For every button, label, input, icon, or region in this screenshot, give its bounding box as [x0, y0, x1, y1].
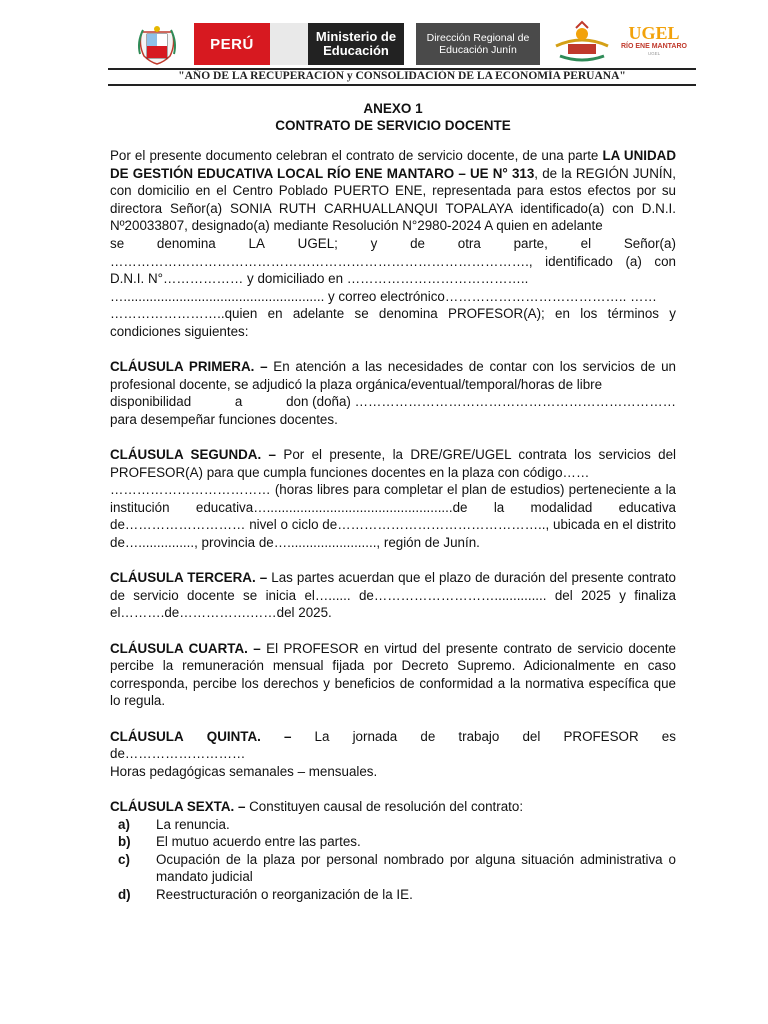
ugel-entity-name: LA UNIDAD DE GESTIÓN EDUCATIVA LOCAL RÍO ENE MANTARO – UE N° 313: [110, 148, 676, 181]
year-motto: "AÑO DE LA RECUPERACIÓN y CONSOLIDACIÓN DE LA ECONOMÍA PERUANA": [178, 70, 626, 82]
intro-paragraph: Por el presente documento celebran el contrato de servicio docente, de una parte LA UNIDAD DE GESTIÓN EDUCATIVA LOCAL RÍO ENE MANTARO – UE N° 313, de la REGIÓN JUNÍN, con domicilio en el Centro Poblado PUERTO ENE, representada para estos efectos por su directora Señor(a) SONIA RUTH CARHUALLANQUI TOPALAYA identificado(a) con D.N.I. Nº20033807, designado(a) mediante Resolución N°2980-2024 A quien en adelante: [110, 148, 676, 234]
list-item: c) Ocupación de la plaza por personal nombrado por alguna situación administrativa o mandato judicial: [118, 851, 676, 885]
clause-fifth-heading: CLÁUSULA: [110, 728, 184, 744]
peru-label: PERÚ: [194, 23, 270, 65]
intro-email: …...................................................... y correo electrónico………………………………….. ……: [110, 288, 657, 304]
ugel-tiny-text: UGEL: [647, 51, 661, 56]
termination-causes-list: [118, 816, 676, 904]
clause-sixth: CLÁUSULA SEXTA. – Constituyen causal de resolución del contrato:: [110, 798, 524, 814]
document-title: [110, 100, 676, 134]
intro-closing: ……………………..quien en adelante se denomina PROFESOR(A); en los términos y condiciones siguientes:: [110, 306, 676, 339]
clause-sixth-heading: CLÁUSULA SEXTA. –: [110, 798, 246, 814]
clause-first-justified-line: disponibilidad a don (doña) ………………………………………………………………: [110, 394, 676, 410]
clause-second-details: ……………………………… (horas libres para completar el plan de estudios) perteneciente a la institución educativa…..................................................de la modalidad educativa de……………………… nivel o ciclo de……………………………………….., ubicada en el distrito de…..............., provincia de…........................, región de Junín.: [110, 482, 676, 551]
peru-coat-of-arms-icon: [134, 24, 180, 66]
ministry-label: Ministerio de Educación: [308, 23, 404, 65]
annex-heading: ANEXO 1: [363, 101, 423, 116]
contract-body: Por el presente documento celebran el contrato de servicio docente, de una parte LA UNIDAD DE GESTIÓN EDUCATIVA LOCAL RÍO ENE MANTARO – UE N° 313, de la REGIÓN JUNÍN, con domicilio en el Centro Poblado PUERTO ENE, representada para estos efectos por su directora Señor(a) SONIA RUTH CARHUALLANQUI TOPALAYA identificado(a) con D.N.I. Nº20033807, designado(a) mediante Resolución N°2980-2024 A quien en adelante se denomina LA UGEL; y de otra parte, el Señor(a) …………………………………………………………………………………., identificado (a) con D.N.I. N°……………… y domiciliado en ………………………………….. …...................................................... y correo electrónico………………………………….. …… ……………………..quien en adelante se denomina PROFESOR(A); en los términos y condiciones siguientes: CLÁUSULA PRIMERA. – En atención a las necesidades de contar con los servicios de un profesional docente, se adjudicó la plaza orgánica/eventual/temporal/horas de libre disponibilidad a don (doña) ……………………………………………………………… para desempeñar funciones docentes. CLÁUSULA SEGUNDA. – Por el presente, la DRE/GRE/UGEL contrata los servicios del PROFESOR(A) para que cumpla funciones docentes en la plaza con código…… ……………………………… (horas libres para completar el plan de estudios) perteneciente a la institución educativa…..................................................de la modalidad educativa de……………………… nivel o ciclo de……………………………………….., ubicada en el distrito de…..............., provincia de…........................, región de Junín. CLÁUSULA TERCERA. – Las partes acuerdan que el plazo de duración del presente contrato de servicio docente se inicia el…...... de……………………….............. del 2025 y finaliza el……….de…………….……del 2025. CLÁUSULA CUARTA. – El PROFESOR en virtud del presente contrato de servicio docente percibe la remuneración mensual fijada por Decreto Supremo. Adicionalmente en caso corresponda, percibe los derechos y beneficios de conformidad a la normativa específica que lo regula. CLÁUSULA QUINTA. – La jornada de trabajo del PROFESOR es de……………………… Horas pedagógicas semanales – mensuales. CLÁUSULA SEXTA. – Constituyen causal de resolución del contrato: a) La renuncia. b) El mutuo acuerdo entre las partes. c) Ocupación de la plaza por personal nombrado por alguna situación administrativa o mandato judicial d) Reestructuración o reorganización de la IE.: [110, 148, 677, 902]
clause-fourth-heading: CLÁUSULA CUARTA. –: [110, 640, 261, 656]
ugel-subtitle: RÍO ENE MANTARO: [621, 43, 687, 50]
ugel-wordmark: [612, 24, 696, 64]
list-item: d) Reestructuración o reorganización de la IE.: [118, 886, 413, 902]
list-item: a) La renuncia.: [118, 816, 230, 832]
regional-directorate-label: Dirección Regional de Educación Junín: [416, 23, 540, 65]
clause-fourth: CLÁUSULA CUARTA. – El PROFESOR en virtud del presente contrato de servicio docente percibe la remuneración mensual fijada por Decreto Supremo. Adicionalmente en caso corresponda, percibe los derechos y beneficios de conformidad a la normativa específica que lo regula.: [110, 640, 676, 709]
contract-heading: CONTRATO DE SERVICIO DOCENTE: [275, 118, 511, 133]
clause-fifth: CLÁUSULA QUINTA. – La jornada de trabajo del PROFESOR es: [110, 728, 676, 744]
clause-third-heading: CLÁUSULA TERCERA. –: [110, 570, 268, 586]
peru-brand: [194, 23, 310, 65]
clause-first: CLÁUSULA PRIMERA. – En atención a las necesidades de contar con los servicios de un profesional docente, se adjudicó la plaza orgánica/eventual/temporal/horas de libre: [110, 359, 676, 392]
ugel-name: UGEL: [628, 23, 680, 43]
header-logos: [108, 20, 696, 66]
list-item: b) El mutuo acuerdo entre las partes.: [118, 834, 361, 850]
clause-second: CLÁUSULA SEGUNDA. – Por el presente, la DRE/GRE/UGEL contrata los servicios del PROFESOR(A) para que cumpla funciones docentes en la plaza con código……: [110, 447, 676, 480]
ugel-emblem-icon: [546, 20, 618, 66]
motto-divider: [108, 84, 696, 86]
clause-second-heading: CLÁUSULA SEGUNDA. –: [110, 447, 277, 463]
clause-first-heading: CLÁUSULA PRIMERA. –: [110, 359, 268, 375]
intro-identification: …………………………………………………………………………………., identificado (a) con D.N.I. N°……………… y domiciliado en …………………………………..: [110, 253, 676, 287]
intro-justified-line: se denomina LA UGEL; y de otra parte, el Señor(a): [110, 235, 676, 251]
clause-third: CLÁUSULA TERCERA. – Las partes acuerdan que el plazo de duración del presente contrato de servicio docente se inicia el…...... de……………………….............. del 2025 y finaliza el……….de…………….……del 2025.: [110, 570, 677, 621]
